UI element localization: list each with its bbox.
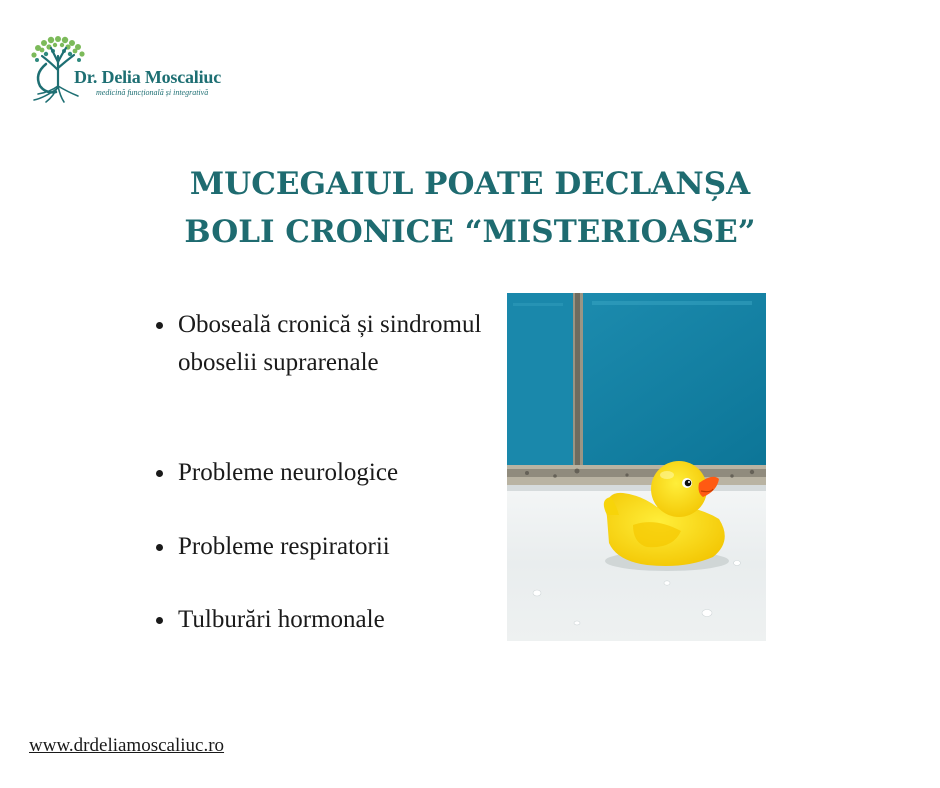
brand-name: Dr. Delia Moscaliuc [74, 67, 222, 87]
list-item: Probleme respiratorii [152, 528, 498, 566]
brand-logo [24, 34, 224, 106]
list-item: Tulburări hormonale [152, 601, 498, 639]
website-link[interactable]: www.drdeliamoscaliuc.ro [29, 735, 225, 756]
rubber-duck-photo [507, 293, 766, 641]
title-line-1: MUCEGAIUL POATE DECLANȘA [189, 166, 751, 202]
page-title [0, 160, 940, 256]
brand-tagline: medicină funcțională și integrativă [96, 88, 209, 97]
list-item: Oboseală cronică și sindromul oboselii suprarenale [152, 306, 498, 382]
title-line-2: BOLI CRONICE “MISTERIOASE” [184, 214, 756, 250]
list-item: Probleme neurologice [152, 454, 498, 492]
rubber-duck-illustration [507, 293, 766, 641]
